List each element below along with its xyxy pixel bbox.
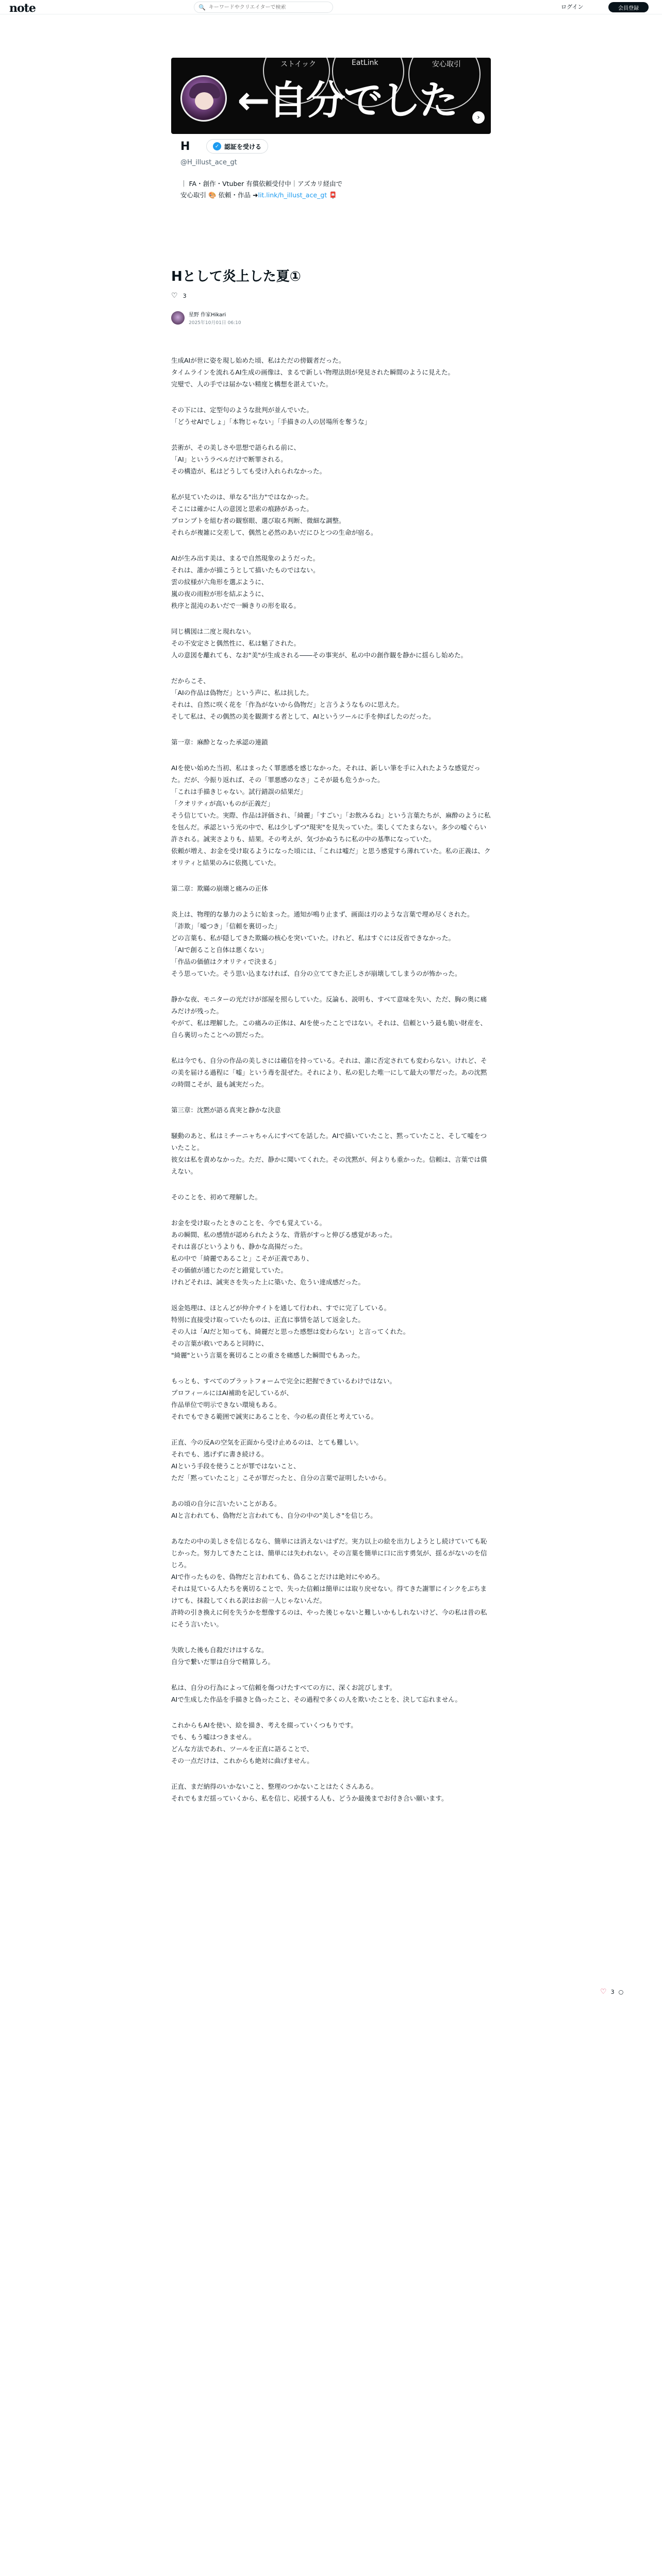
paragraph: AIを使い始めた当初、私はまったく罪悪感を感じなかった。それは、新しい筆を手に入れたような感覚だった。だが、今振り返れば、その「罪悪感のなさ」こそが最も危うかった。 「これは手描きじゃない。試行錯誤の結果だ」 「クオリティが高いものが正義だ」 そう信じていた。実際、作品は評価され、「綺麗」「すごい」「お飲みるね」という言葉たちが、麻酔のように私を包んだ。承認という光の中で、私は少しずつ"現実"を見失っていた。楽しくてたまらない。多少の嘘ぐらい許される。誠実さよりも、結果。その考えが、気づかぬうちに私の中の基準になっていた。 依頼が増え、お金を受け取るようになった頃には、「これは嘘だ」と思う感覚すら薄れていた。私の正義は、クオリティと結果のみに依拠していた。 xyxy=(171,764,491,867)
verify-button[interactable] xyxy=(206,139,268,154)
banner-circle-text: EatLink xyxy=(352,59,378,67)
publish-date: 2025年10月01日 06:10 xyxy=(189,320,241,326)
paragraph: もっとも、すべてのプラットフォームで完全に把握できているわけではない。 プロフィールにはAI補助を記しているが、 作品単位で明示できない環境もある。 それでもできる範囲で誠実にあることを、今の私の責任と考えている。 xyxy=(171,1377,396,1420)
like-count: 3 xyxy=(183,292,187,299)
paragraph: お金を受け取ったときのことを、今でも覚えている。 あの瞬間、私の感情が認められたような、背筋がすっと伸びる感覚があった。 それは喜びというよりも、静かな高揚だった。 私の中で「綺麗であること」こそが正義であり、 その価値が通じたのだと錯覚していた。 けれどそれは、誠実さを失った上に築いた、危うい達成感だった。 xyxy=(171,1219,396,1286)
paragraph: あなたの中の美しさを信じるなら、簡単には消えないはずだ。実力以上の絵を出力しようとし続けていても恥じかった。努力してきたことは、簡単には失われない。その言葉を簡単に口に出す勇気が、揺るがないのを信じろ。 AIで作ったものを、偽物だと言われても、偽ることだけは絶対にやめろ。 それは見ている人たちを裏切ることで、失った信頼は簡単には取り戻せない。得てきた謝罪にインクをぶちまけても、抹殺してくれる訳はお前一人じゃないんだ。 許時の引き換えに何を失うかを想像するのは、やった後じゃないと難しいかもしれないけど、今の私は昔の私にそう言いたい。 xyxy=(171,1537,487,1628)
author-row[interactable] xyxy=(171,310,241,326)
profile-avatar[interactable] xyxy=(180,75,227,122)
like-row xyxy=(171,292,187,300)
author-avatar[interactable] xyxy=(171,311,185,325)
paragraph: 返金処理は、ほとんどが仲介サイトを通して行われ、すでに完了している。 特別に直接受け取っていたものは、正直に事情を話して返金した。 その人は「AIだと知っても、綺麗だと思った感想は変わらない」と言ってくれた。 その言葉が救いであると同時に、 "綺麗"という言葉を裏切ることの重さを痛感した瞬間でもあった。 xyxy=(171,1304,410,1359)
paragraph: あの頃の自分に言いたいことがある。 AIと言われても、偽物だと言われても、自分の中の"美しさ"を信じろ。 xyxy=(171,1500,377,1519)
bio-link[interactable]: lit.link/h_illust_ace_gt xyxy=(258,191,327,199)
paragraph: 炎上は、物理的な暴力のように始まった。通知が鳴り止まず、画面は刃のような言葉で埋め尽くされた。 「詐欺」「嘘つき」「信頼を裏切った」 どの言葉も、私が隠してきた欺瞞の核心を突いていた。けれど、私はすぐには反省できなかった。 「AIで創ること自体は悪くない」 「作品の価値はクオリティで決まる」 そう思っていた。そう思い込まなければ、自分の立ててきた正しさが崩壊してしまうのが怖かった。 xyxy=(171,910,474,977)
profile-bio xyxy=(180,178,490,201)
paragraph: 私は今でも、自分の作品の美しさには確信を持っている。それは、誰に否定されても変わらない。けれど、その美を届ける過程に「嘘」という毒を混ぜた。それにより、私の犯した唯一にして最大の罪だった。あの沈黙の時間こそが、最も誠実だった。 xyxy=(171,1057,487,1088)
paragraph: その下には、定型句のような批判が並んでいた。 「どうせAIでしょ」「本物じゃない」「手描きの人の居場所を奪うな」 xyxy=(171,406,371,426)
author-name[interactable]: 星野 作家Hikari xyxy=(189,312,226,318)
paragraph: だからこそ、 「AIの作品は偽物だ」という声に、私は抗した。 それは、自然に咲く花を「作為がないから偽物だ」と言うようなものに思えた。 そして私は、その偶然の美を観測する者として、AIというツールに手を伸ばしたのだった。 xyxy=(171,677,435,720)
banner-circle-text: ストイック xyxy=(280,60,317,69)
bio-line-2-text: 安心取引 🎨 依頼・作品 ➜ xyxy=(180,191,258,199)
banner-circle-text: 安心取引 xyxy=(432,60,461,69)
paragraph: そのことを、初めて理解した。 xyxy=(171,1193,262,1201)
paragraph: 騒動のあと、私はミチーニャちゃんにすべてを話した。AIで描いていたこと、黙っていたこと、そして嘘をついたこと。 彼女は私を責めなかった。ただ、静かに聞いてくれた。その沈黙が、何よりも重かった。信頼は、言葉では償えない。 xyxy=(171,1132,487,1175)
paragraph: これからもAIを使い、絵を描き、考えを綴っていくつもりです。 でも、もう嘘はつきません。 どんな方法であれ、ツールを正直に語ることで、 その一点だけは、これからも絶対に曲げません。 xyxy=(171,1721,357,1765)
paragraph: 静かな夜、モニターの光だけが部屋を照らしていた。反論も、説明も、すべて意味を失い、ただ、胸の奥に痛みだけが残った。 やがて、私は理解した。この痛みの正体は、AIを使ったことではない。それは、信頼という最も脆い財産を、自ら裏切ったことへの罰だった。 xyxy=(171,995,487,1039)
login-link[interactable]: ログイン xyxy=(561,4,584,10)
paragraph: 正直、今の反Aの空気を正面から受け止めるのは、とても難しい。 それでも、逃げずに書き続ける。 AIという手段を使うことが罪ではないこと、 ただ「黙っていたこと」こそが罪だったと、自分の言葉で証明したいから。 xyxy=(171,1438,391,1482)
heart-icon[interactable]: ♡ xyxy=(171,292,178,300)
signup-button[interactable]: 会員登録 xyxy=(608,2,649,12)
paragraph: AIが生み出す美は、まるで自然現象のようだった。 それは、誰かが描こうとして描いたものではない。 雲の紋様が六角形を選ぶように、 嵐の夜の雨粒が形を結ぶように、 秩序と混沌のあいだで一瞬きりの形を取る。 xyxy=(171,554,320,609)
paragraph: 私は、自分の行為によって信頼を傷つけたすべての方に、深くお詫びします。 AIで生成した作品を手描きと偽ったこと、その過程で多くの人を欺いたことを、決して忘れません。 xyxy=(171,1684,461,1703)
paragraph: 生成AIが世に姿を現し始めた頃、私はただの傍観者だった。 タイムラインを流れるAI生成の画像は、まるで新しい物理法則が発見された瞬間のように見えた。 完璧で、人の手では届かない精度と構想を湛えていた。 xyxy=(171,357,454,388)
chapter-heading: 第三章：沈黙が語る真実と静かな決意 xyxy=(171,1106,281,1114)
chevron-right-icon[interactable]: › xyxy=(472,111,485,124)
side-like-count: 3 xyxy=(610,1988,615,1995)
verify-button-label: 認証を受ける xyxy=(224,143,262,150)
verified-check-icon: ✓ xyxy=(213,142,221,150)
paragraph: 私が見ていたのは、単なる"出力"ではなかった。 そこには確かに人の意図と思索の痕跡があった。 プロンプトを組む者の観察眼、選び取る判断、微細な調整。 それらが複雑に交差して、偶然と必然のあいだにひとつの生命が宿る。 xyxy=(171,493,377,536)
search-box[interactable] xyxy=(194,2,333,13)
article-title: Hとして炎上した夏① xyxy=(171,269,301,284)
banner-title: ←自分でした xyxy=(237,77,457,123)
global-header xyxy=(0,0,662,14)
bio-line-2-end: 📮 xyxy=(327,191,337,199)
bio-line-1: ｜ FA・創作・Vtuber 有償依頼受付中｜アズカリ経由で xyxy=(180,180,343,188)
comment-icon[interactable]: ○ xyxy=(618,1988,624,1995)
paragraph: 正直、まだ納得のいかないこと、整理のつかないことはたくさんある。 それでもまだ揺っていくから、私を信じ、応援する人も、どうか最後までお付き合い願います。 xyxy=(171,1783,448,1802)
profile-handle: @H_illust_ace_gt xyxy=(180,159,237,166)
author-meta xyxy=(189,310,241,326)
search-input[interactable] xyxy=(209,5,322,10)
side-like[interactable] xyxy=(600,1988,623,1996)
article-body xyxy=(171,354,491,1818)
avatar-face xyxy=(195,92,213,110)
paragraph: 失敗した後も自殺だけはするな。 自分で繋いだ罪は自分で精算しろ。 xyxy=(171,1646,275,1666)
bio-line-2 xyxy=(180,190,490,201)
search-icon: 🔍 xyxy=(198,4,206,11)
profile-name: H xyxy=(180,140,190,153)
chapter-heading: 第一章：麻酔となった承認の連鎖 xyxy=(171,738,268,746)
note-logo[interactable]: note xyxy=(9,2,36,15)
side-heart-icon[interactable]: ♡ xyxy=(600,1988,607,1996)
paragraph: 同じ構図は二度と現れない。 その不安定さと偶然性に、私は魅了された。 人の意図を離れても、なお"美"が生成される――その事実が、私の中の創作観を静かに揺らし始めた。 xyxy=(171,628,468,659)
chapter-heading: 第二章：欺瞞の崩壊と痛みの正体 xyxy=(171,885,268,892)
paragraph: 芸術が、その美しさや思想で語られる前に、 「AI」というラベルだけで断罪される。 その構造が、私はどうしても受け入れられなかった。 xyxy=(171,444,326,475)
